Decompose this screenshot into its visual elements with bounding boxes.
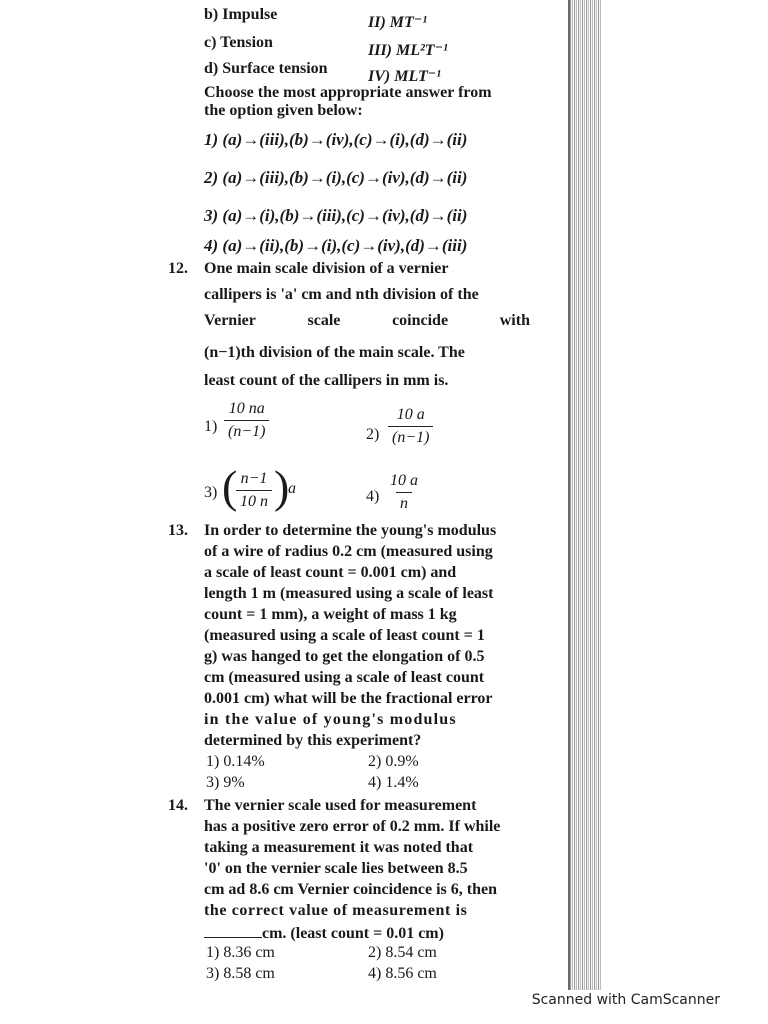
q13-line: (measured using a scale of least count = 1 bbox=[204, 627, 485, 644]
scanner-watermark: Scanned with CamScanner bbox=[531, 992, 720, 1008]
q13-option-2: 2) 0.9% bbox=[368, 753, 419, 770]
match-option-3: 3) (a)→(i),(b)→(iii),(c)→(iv),(d)→(ii) bbox=[204, 206, 468, 225]
book-page-edges bbox=[568, 0, 602, 990]
q13-line: 0.001 cm) what will be the fractional error bbox=[204, 690, 493, 707]
q14-line: the correct value of measurement is bbox=[204, 902, 468, 919]
numerator: 10 na bbox=[228, 400, 265, 417]
match-option-2: 2) (a)→(iii),(b)→(i),(c)→(iv),(d)→(ii) bbox=[204, 168, 468, 187]
q13-option-4: 4) 1.4% bbox=[368, 774, 419, 791]
q12-option-3-label: 3) bbox=[204, 484, 218, 501]
match-prompt-1: Choose the most appropriate answer from bbox=[204, 84, 492, 101]
numerator: 10 a bbox=[396, 406, 425, 423]
q12-word: coincide bbox=[392, 312, 449, 329]
q13-line: a scale of least count = 0.001 cm) and bbox=[204, 564, 457, 581]
q13-line: count = 1 mm), a weight of mass 1 kg bbox=[204, 606, 457, 623]
q14-line: The vernier scale used for measurement bbox=[204, 797, 477, 814]
match-left-c: c) Tension bbox=[204, 34, 273, 51]
match-prompt-2: the option given below: bbox=[204, 102, 363, 119]
q14-option-1: 1) 8.36 cm bbox=[206, 944, 275, 961]
q12-option-4-fraction bbox=[386, 472, 422, 513]
q12-option-2-label: 2) bbox=[366, 426, 380, 443]
q12-line-4: least count of the callipers in mm is. bbox=[204, 372, 449, 389]
q12-option-2-fraction bbox=[388, 406, 433, 447]
q12-line-2: callipers is 'a' cm and nth division of the bbox=[204, 286, 479, 303]
q14-blank-line bbox=[204, 923, 444, 943]
q13-option-1: 1) 0.14% bbox=[206, 753, 265, 770]
match-left-b: b) Impulse bbox=[204, 6, 278, 23]
q12-option-1-fraction bbox=[224, 400, 269, 441]
q12-option-4-label: 4) bbox=[366, 488, 380, 505]
q13-line: determined by this experiment? bbox=[204, 732, 422, 749]
right-paren: ) bbox=[274, 461, 290, 512]
q13-line: g) was hanged to get the elongation of 0.5 bbox=[204, 648, 485, 665]
q12-word: with bbox=[499, 312, 530, 329]
q14-line: '0' on the vernier scale lies between 8.5 bbox=[204, 860, 468, 877]
q14-line: cm ad 8.6 cm Vernier coincidence is 6, then bbox=[204, 881, 498, 898]
left-paren: ( bbox=[222, 461, 238, 512]
q13-line: of a wire of radius 0.2 cm (measured using bbox=[204, 543, 493, 560]
question-number: 14. bbox=[168, 797, 188, 814]
match-option-4: 4) (a)→(ii),(b)→(i),(c)→(iv),(d)→(iii) bbox=[204, 236, 468, 255]
match-right-iii: III) ML²T⁻¹ bbox=[368, 42, 448, 59]
q14-line: has a positive zero error of 0.2 mm. If while bbox=[204, 818, 501, 835]
q14-option-3: 3) 8.58 cm bbox=[206, 965, 275, 982]
numerator: 10 a bbox=[390, 472, 418, 489]
q14-line: taking a measurement it was noted that bbox=[204, 839, 474, 856]
q13-line: in the value of young's modulus bbox=[204, 711, 457, 728]
q12-line-3: (n−1)th division of the main scale. The bbox=[204, 344, 465, 361]
question-number: 12. bbox=[168, 260, 188, 277]
denominator: (n−1) bbox=[224, 420, 269, 441]
q13-line: length 1 m (measured using a scale of least bbox=[204, 585, 494, 602]
q12-option-3-fraction bbox=[236, 470, 272, 511]
q13-line: In order to determine the young's modulus bbox=[204, 522, 497, 539]
q13-option-3: 3) 9% bbox=[206, 774, 245, 791]
match-option-1: 1) (a)→(iii),(b)→(iv),(c)→(i),(d)→(ii) bbox=[204, 130, 468, 149]
match-right-ii: II) MT⁻¹ bbox=[368, 14, 428, 31]
q14-option-2: 2) 8.54 cm bbox=[368, 944, 437, 961]
denominator: 10 n bbox=[236, 490, 272, 511]
question-number: 13. bbox=[168, 522, 188, 539]
q12-justified-line bbox=[204, 312, 530, 330]
q14-blank-text: cm. (least count = 0.01 cm) bbox=[262, 925, 444, 942]
q14-option-4: 4) 8.56 cm bbox=[368, 965, 437, 982]
q12-option-1-label: 1) bbox=[204, 418, 218, 435]
match-right-iv: IV) MLT⁻¹ bbox=[368, 68, 441, 85]
denominator: (n−1) bbox=[388, 426, 433, 447]
numerator: n−1 bbox=[240, 470, 268, 487]
match-left-d: d) Surface tension bbox=[204, 60, 328, 77]
q13-line: cm (measured using a scale of least count bbox=[204, 669, 485, 686]
q12-option-3-suffix: a bbox=[288, 480, 296, 497]
answer-blank bbox=[204, 923, 262, 938]
denominator: n bbox=[396, 492, 412, 513]
q12-line-1: One main scale division of a vernier bbox=[204, 260, 449, 277]
q12-word: Vernier bbox=[204, 312, 256, 329]
q12-word: scale bbox=[307, 312, 341, 329]
